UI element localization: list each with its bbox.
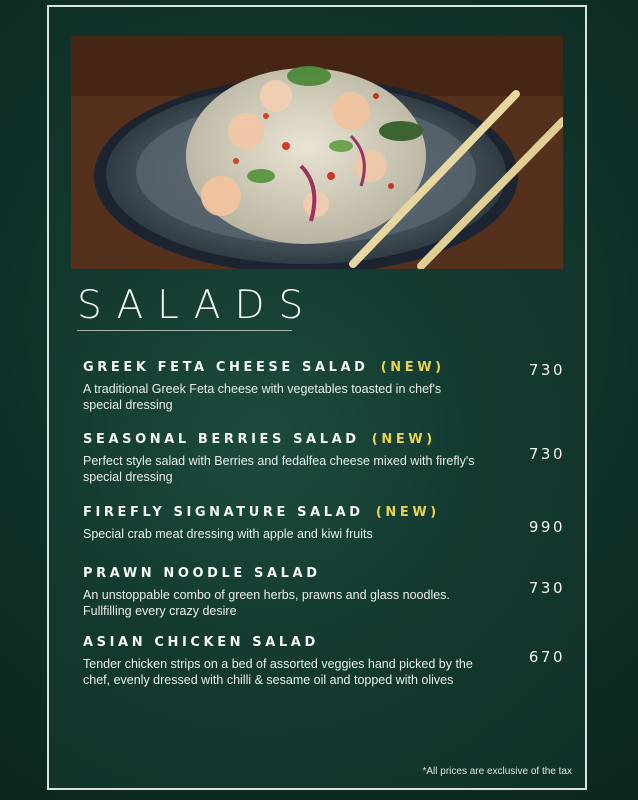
item-description: Tender chicken strips on a bed of assorted veggies hand picked by the chef, evenly dressed with chilli & sesame oil and topped with olives [83, 657, 473, 687]
menu-item-firefly-signature-salad [83, 505, 573, 542]
title-underline [77, 330, 292, 331]
item-description: An unstoppable combo of green herbs, prawns and glass noodles. Fullfilling every crazy desire [83, 588, 450, 618]
menu-item-asian-chicken-salad [83, 635, 573, 688]
item-description: Perfect style salad with Berries and fedalfea cheese mixed with firefly's special dressing [83, 454, 475, 484]
item-price: 990 [528, 518, 565, 536]
new-tag: (NEW) [371, 432, 436, 447]
tax-footnote: *All prices are exclusive of the tax [422, 766, 572, 777]
menu-item-seasonal-berries-salad [83, 432, 573, 485]
item-description: A traditional Greek Feta cheese with vegetables toasted in chef's special dressing [83, 382, 442, 412]
item-name: FIREFLY SIGNATURE SALAD (NEW) [83, 505, 440, 520]
menu-item-prawn-noodle-salad [83, 566, 573, 619]
item-price: 670 [528, 648, 565, 666]
item-price: 730 [528, 361, 565, 379]
item-description: Special crab meat dressing with apple and kiwi fruits [83, 527, 373, 541]
section-title: SALADS [77, 283, 318, 328]
item-price: 730 [528, 579, 565, 597]
item-name: SEASONAL BERRIES SALAD (NEW) [83, 432, 436, 447]
new-tag: (NEW) [375, 505, 440, 520]
item-name: ASIAN CHICKEN SALAD [83, 635, 319, 650]
menu-item-greek-feta-cheese-salad [83, 360, 573, 413]
item-price: 730 [528, 445, 565, 463]
item-name: GREEK FETA CHEESE SALAD (NEW) [83, 360, 445, 375]
salad-photo [71, 36, 563, 269]
new-tag: (NEW) [380, 360, 445, 375]
item-name: PRAWN NOODLE SALAD [83, 566, 321, 581]
salad-photo-illustration [71, 36, 563, 269]
